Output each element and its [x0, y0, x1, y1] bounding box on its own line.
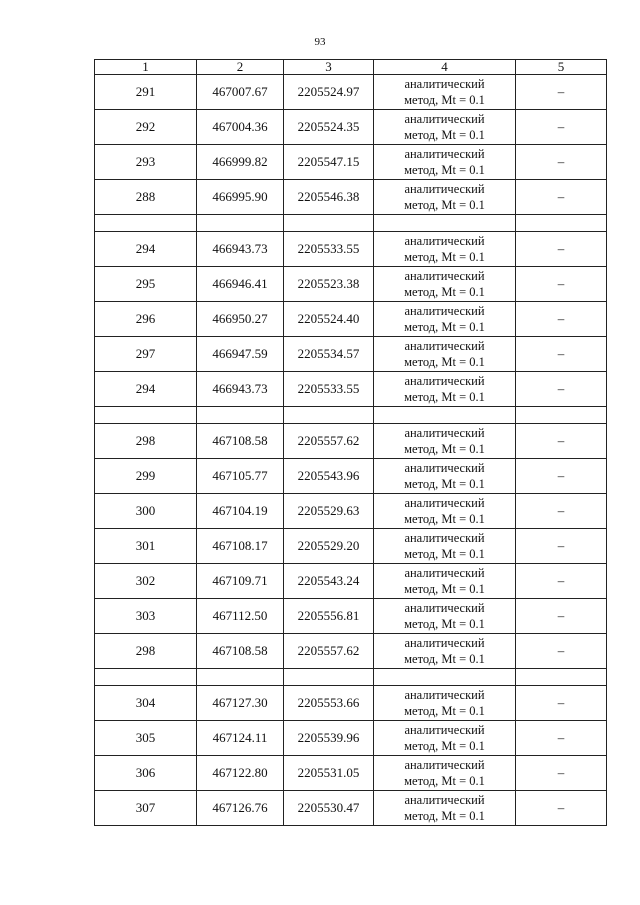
point-number-cell: 292 — [95, 110, 197, 145]
description-cell: – — [516, 634, 607, 669]
y-coordinate-cell: 2205557.62 — [284, 424, 374, 459]
point-number-cell: 299 — [95, 459, 197, 494]
table-row — [95, 302, 607, 337]
description-cell: – — [516, 337, 607, 372]
y-coordinate-cell: 2205547.15 — [284, 145, 374, 180]
method-line-1: аналитический — [404, 636, 485, 650]
y-coordinate-cell: 2205533.55 — [284, 232, 374, 267]
method-line-2: метод, Mt = 0.1 — [404, 320, 485, 334]
column-header: 3 — [284, 60, 374, 75]
y-coordinate-cell: 2205529.20 — [284, 529, 374, 564]
table-row — [95, 564, 607, 599]
method-line-2: метод, Mt = 0.1 — [404, 198, 485, 212]
x-coordinate-cell: 466947.59 — [197, 337, 284, 372]
method-line-1: аналитический — [404, 339, 485, 353]
method-line-1: аналитический — [404, 461, 485, 475]
x-coordinate-cell: 467108.58 — [197, 634, 284, 669]
method-cell — [374, 145, 516, 180]
empty-cell — [95, 215, 197, 232]
empty-cell — [284, 669, 374, 686]
table-header-row — [95, 60, 607, 75]
description-cell: – — [516, 564, 607, 599]
method-line-2: метод, Mt = 0.1 — [404, 128, 485, 142]
method-line-1: аналитический — [404, 723, 485, 737]
x-coordinate-cell: 467105.77 — [197, 459, 284, 494]
method-cell — [374, 599, 516, 634]
y-coordinate-cell: 2205524.97 — [284, 75, 374, 110]
separator-row — [95, 215, 607, 232]
y-coordinate-cell: 2205539.96 — [284, 721, 374, 756]
empty-cell — [197, 669, 284, 686]
method-line-1: аналитический — [404, 77, 485, 91]
description-cell: – — [516, 494, 607, 529]
method-cell — [374, 634, 516, 669]
point-number-cell: 297 — [95, 337, 197, 372]
method-line-1: аналитический — [404, 531, 485, 545]
method-line-2: метод, Mt = 0.1 — [404, 442, 485, 456]
table-row — [95, 337, 607, 372]
x-coordinate-cell: 467104.19 — [197, 494, 284, 529]
column-header: 2 — [197, 60, 284, 75]
x-coordinate-cell: 466950.27 — [197, 302, 284, 337]
method-line-2: метод, Mt = 0.1 — [404, 617, 485, 631]
empty-cell — [374, 215, 516, 232]
point-number-cell: 294 — [95, 372, 197, 407]
empty-cell — [516, 407, 607, 424]
column-header: 5 — [516, 60, 607, 75]
point-number-cell: 296 — [95, 302, 197, 337]
method-line-1: аналитический — [404, 234, 485, 248]
table-row — [95, 529, 607, 564]
method-line-2: метод, Mt = 0.1 — [404, 512, 485, 526]
coordinates-table — [94, 59, 607, 826]
method-line-2: метод, Mt = 0.1 — [404, 390, 485, 404]
method-cell — [374, 372, 516, 407]
table-row — [95, 494, 607, 529]
table-row — [95, 634, 607, 669]
table-row — [95, 424, 607, 459]
method-cell — [374, 529, 516, 564]
table-row — [95, 459, 607, 494]
method-line-2: метод, Mt = 0.1 — [404, 739, 485, 753]
table-row — [95, 75, 607, 110]
method-cell — [374, 180, 516, 215]
x-coordinate-cell: 467126.76 — [197, 791, 284, 826]
method-line-1: аналитический — [404, 688, 485, 702]
description-cell: – — [516, 232, 607, 267]
empty-cell — [95, 669, 197, 686]
empty-cell — [374, 669, 516, 686]
method-line-1: аналитический — [404, 304, 485, 318]
method-cell — [374, 337, 516, 372]
method-cell — [374, 267, 516, 302]
empty-cell — [516, 215, 607, 232]
method-line-1: аналитический — [404, 147, 485, 161]
x-coordinate-cell: 466943.73 — [197, 232, 284, 267]
point-number-cell: 304 — [95, 686, 197, 721]
point-number-cell: 295 — [95, 267, 197, 302]
method-line-2: метод, Mt = 0.1 — [404, 704, 485, 718]
method-line-1: аналитический — [404, 758, 485, 772]
y-coordinate-cell: 2205523.38 — [284, 267, 374, 302]
empty-cell — [374, 407, 516, 424]
description-cell: – — [516, 180, 607, 215]
description-cell: – — [516, 302, 607, 337]
method-cell — [374, 791, 516, 826]
empty-cell — [284, 215, 374, 232]
page-number: 93 — [314, 36, 326, 48]
method-cell — [374, 110, 516, 145]
method-cell — [374, 424, 516, 459]
method-line-1: аналитический — [404, 426, 485, 440]
table-row — [95, 721, 607, 756]
y-coordinate-cell: 2205556.81 — [284, 599, 374, 634]
point-number-cell: 288 — [95, 180, 197, 215]
x-coordinate-cell: 467124.11 — [197, 721, 284, 756]
x-coordinate-cell: 466943.73 — [197, 372, 284, 407]
method-line-1: аналитический — [404, 793, 485, 807]
description-cell: – — [516, 267, 607, 302]
y-coordinate-cell: 2205543.24 — [284, 564, 374, 599]
y-coordinate-cell: 2205524.40 — [284, 302, 374, 337]
x-coordinate-cell: 466946.41 — [197, 267, 284, 302]
x-coordinate-cell: 467109.71 — [197, 564, 284, 599]
method-cell — [374, 756, 516, 791]
separator-row — [95, 407, 607, 424]
method-line-1: аналитический — [404, 269, 485, 283]
point-number-cell: 306 — [95, 756, 197, 791]
point-number-cell: 303 — [95, 599, 197, 634]
method-line-2: метод, Mt = 0.1 — [404, 93, 485, 107]
column-header: 4 — [374, 60, 516, 75]
method-line-2: метод, Mt = 0.1 — [404, 547, 485, 561]
method-line-2: метод, Mt = 0.1 — [404, 285, 485, 299]
method-cell — [374, 494, 516, 529]
y-coordinate-cell: 2205533.55 — [284, 372, 374, 407]
point-number-cell: 302 — [95, 564, 197, 599]
table-row — [95, 232, 607, 267]
point-number-cell: 298 — [95, 634, 197, 669]
x-coordinate-cell: 467112.50 — [197, 599, 284, 634]
method-line-2: метод, Mt = 0.1 — [404, 477, 485, 491]
y-coordinate-cell: 2205530.47 — [284, 791, 374, 826]
column-header: 1 — [95, 60, 197, 75]
x-coordinate-cell: 466999.82 — [197, 145, 284, 180]
method-line-2: метод, Mt = 0.1 — [404, 774, 485, 788]
description-cell: – — [516, 145, 607, 180]
x-coordinate-cell: 467122.80 — [197, 756, 284, 791]
point-number-cell: 294 — [95, 232, 197, 267]
method-line-2: метод, Mt = 0.1 — [404, 355, 485, 369]
description-cell: – — [516, 372, 607, 407]
empty-cell — [284, 407, 374, 424]
method-cell — [374, 232, 516, 267]
x-coordinate-cell: 467004.36 — [197, 110, 284, 145]
description-cell: – — [516, 756, 607, 791]
point-number-cell: 300 — [95, 494, 197, 529]
y-coordinate-cell: 2205553.66 — [284, 686, 374, 721]
method-cell — [374, 721, 516, 756]
method-cell — [374, 75, 516, 110]
x-coordinate-cell: 467007.67 — [197, 75, 284, 110]
separator-row — [95, 669, 607, 686]
empty-cell — [197, 215, 284, 232]
method-line-2: метод, Mt = 0.1 — [404, 582, 485, 596]
method-line-1: аналитический — [404, 112, 485, 126]
description-cell: – — [516, 529, 607, 564]
description-cell: – — [516, 110, 607, 145]
method-line-2: метод, Mt = 0.1 — [404, 809, 485, 823]
method-line-1: аналитический — [404, 496, 485, 510]
description-cell: – — [516, 791, 607, 826]
method-line-1: аналитический — [404, 182, 485, 196]
method-cell — [374, 564, 516, 599]
description-cell: – — [516, 459, 607, 494]
point-number-cell: 301 — [95, 529, 197, 564]
method-cell — [374, 459, 516, 494]
y-coordinate-cell: 2205543.96 — [284, 459, 374, 494]
x-coordinate-cell: 466995.90 — [197, 180, 284, 215]
table-body — [95, 75, 607, 826]
table-row — [95, 599, 607, 634]
y-coordinate-cell: 2205534.57 — [284, 337, 374, 372]
method-line-2: метод, Mt = 0.1 — [404, 250, 485, 264]
method-line-1: аналитический — [404, 374, 485, 388]
method-line-2: метод, Mt = 0.1 — [404, 163, 485, 177]
description-cell: – — [516, 721, 607, 756]
table-row — [95, 110, 607, 145]
x-coordinate-cell: 467127.30 — [197, 686, 284, 721]
y-coordinate-cell: 2205529.63 — [284, 494, 374, 529]
point-number-cell: 305 — [95, 721, 197, 756]
y-coordinate-cell: 2205531.05 — [284, 756, 374, 791]
method-line-1: аналитический — [404, 601, 485, 615]
table-row — [95, 180, 607, 215]
y-coordinate-cell: 2205557.62 — [284, 634, 374, 669]
x-coordinate-cell: 467108.17 — [197, 529, 284, 564]
point-number-cell: 307 — [95, 791, 197, 826]
table-row — [95, 756, 607, 791]
table-row — [95, 791, 607, 826]
method-cell — [374, 302, 516, 337]
table-row — [95, 686, 607, 721]
method-line-2: метод, Mt = 0.1 — [404, 652, 485, 666]
empty-cell — [197, 407, 284, 424]
description-cell: – — [516, 75, 607, 110]
point-number-cell: 291 — [95, 75, 197, 110]
table-row — [95, 267, 607, 302]
table-row — [95, 372, 607, 407]
description-cell: – — [516, 599, 607, 634]
table-row — [95, 145, 607, 180]
description-cell: – — [516, 686, 607, 721]
point-number-cell: 293 — [95, 145, 197, 180]
y-coordinate-cell: 2205546.38 — [284, 180, 374, 215]
method-line-1: аналитический — [404, 566, 485, 580]
y-coordinate-cell: 2205524.35 — [284, 110, 374, 145]
point-number-cell: 298 — [95, 424, 197, 459]
x-coordinate-cell: 467108.58 — [197, 424, 284, 459]
method-cell — [374, 686, 516, 721]
description-cell: – — [516, 424, 607, 459]
empty-cell — [95, 407, 197, 424]
empty-cell — [516, 669, 607, 686]
